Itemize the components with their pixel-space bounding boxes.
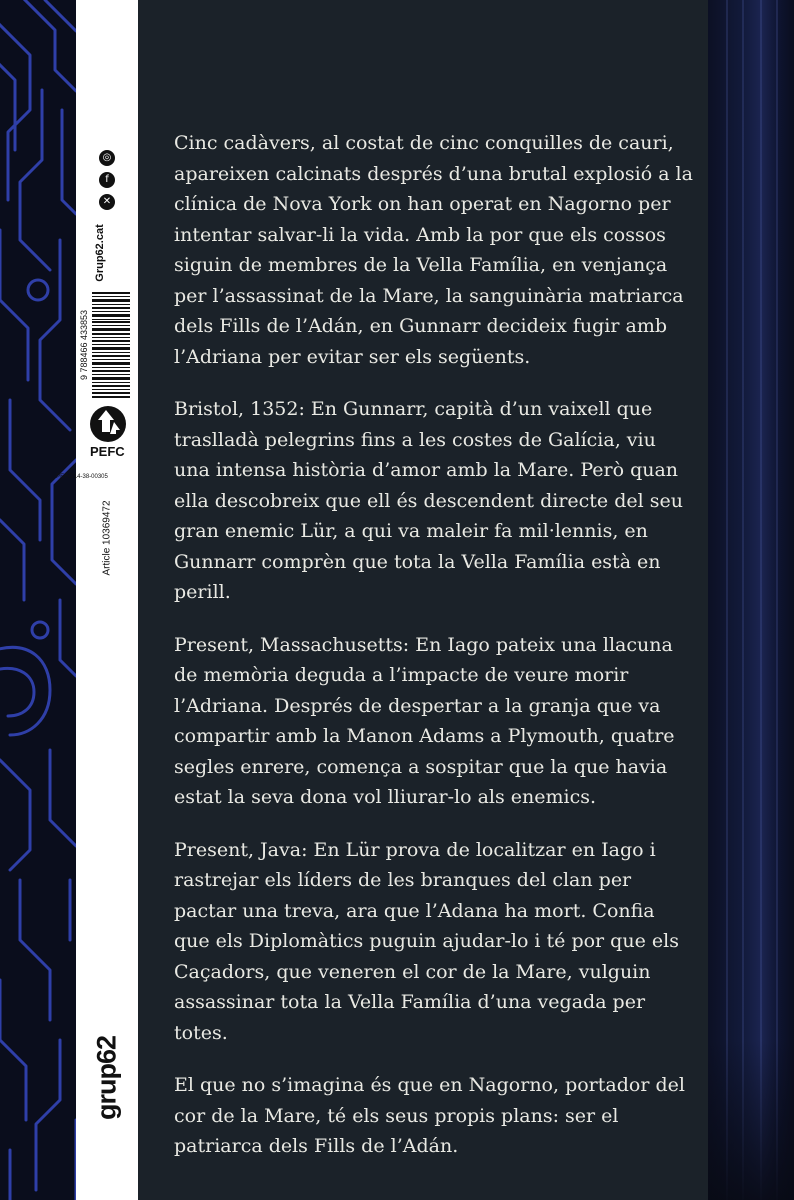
x-icon[interactable]: ✕ (99, 194, 115, 210)
instagram-icon[interactable]: ◎ (99, 150, 115, 166)
barcode-number: 9 788466 433853 (79, 309, 89, 381)
article-number: Article 10369472 (101, 500, 113, 576)
curtain-fold (726, 0, 728, 1200)
facebook-icon[interactable]: f (99, 172, 115, 188)
curtain-photo (708, 0, 794, 1200)
website-container (88, 218, 112, 288)
synopsis-paragraph: Cinc cadàvers, al costat de cinc conquilles de cauri, apareixen calcinats després d’una brutal explosió a la clínica de Nova York on han operat en Nagorno per intentar salvar-li la vida. Amb la por que els cossos siguin de membres de la Vella Família, en venjança per l’assassinat de la Mare, la sanguinària matriarca dels Fills de l’Adán, en Gunnarr decideix fugir amb l’Adriana per evitar ser els següents. (174, 132, 693, 368)
floor-shadow (708, 1040, 794, 1200)
website-link[interactable]: Grup62.cat (94, 224, 106, 282)
barcode-graphic (92, 292, 130, 398)
pefc-tree-icon (88, 400, 132, 480)
curtain-fold (776, 0, 778, 1200)
barcode (92, 292, 130, 398)
decorative-maze-pattern (0, 0, 76, 1200)
maze-pattern-graphic (0, 0, 76, 1200)
pefc-label: PEFC (90, 444, 125, 459)
curtain-fold (760, 0, 762, 1200)
publisher-logo-container (76, 1035, 138, 1121)
article-container (76, 488, 138, 588)
synopsis-paragraph: Present, Massachusetts: En Iago pateix una llacuna de memòria deguda a l’impacte de veure morir l’Adriana. Després de despertar a la granja que va compartir amb la Manon Adams a Plymouth, quatre segles enrere, comença a sospitar que la que havia estat la seva dona vol lliurar-lo als enemics. (174, 633, 675, 808)
pefc-logo (88, 400, 132, 480)
synopsis-paragraph: Bristol, 1352: En Gunnarr, capità d’un vaixell que traslladà pelegrins fins a les costes de Galícia, viu una intensa història d’amor amb la Mare. Però quan ella descobreix que ell és descendent directe del seu gran enemic Lür, a qui va maleir fa mil·lennis, en Gunnarr comprèn que tota la Vella Família està en perill. (174, 398, 683, 603)
curtain-fold (742, 0, 744, 1200)
synopsis-paragraph: Present, Java: En Lür prova de localitzar en Iago i rastrejar els líders de les branques del clan per pactar una treva, ara que l’Adana ha mort. Confia que els Diplomàtics puguin ajudar-lo i té por que els Caçadors, que veneren el cor de la Mare, vulguin assassinar tota la Vella Família d’una vegada per totes. (174, 838, 679, 1044)
publisher-logo: grup62 (91, 1035, 122, 1121)
synopsis-text (174, 128, 694, 1184)
social-icons-group (96, 150, 118, 220)
barcode-number-container (76, 292, 92, 398)
pefc-code: PEFC/14-38-00305 (56, 474, 108, 480)
synopsis-closing: El que no s’imagina és que en Nagorno, portador del cor de la Mare, té els seus propis plans: ser el patriarca dels Fills de l’Adán. (174, 1074, 685, 1157)
